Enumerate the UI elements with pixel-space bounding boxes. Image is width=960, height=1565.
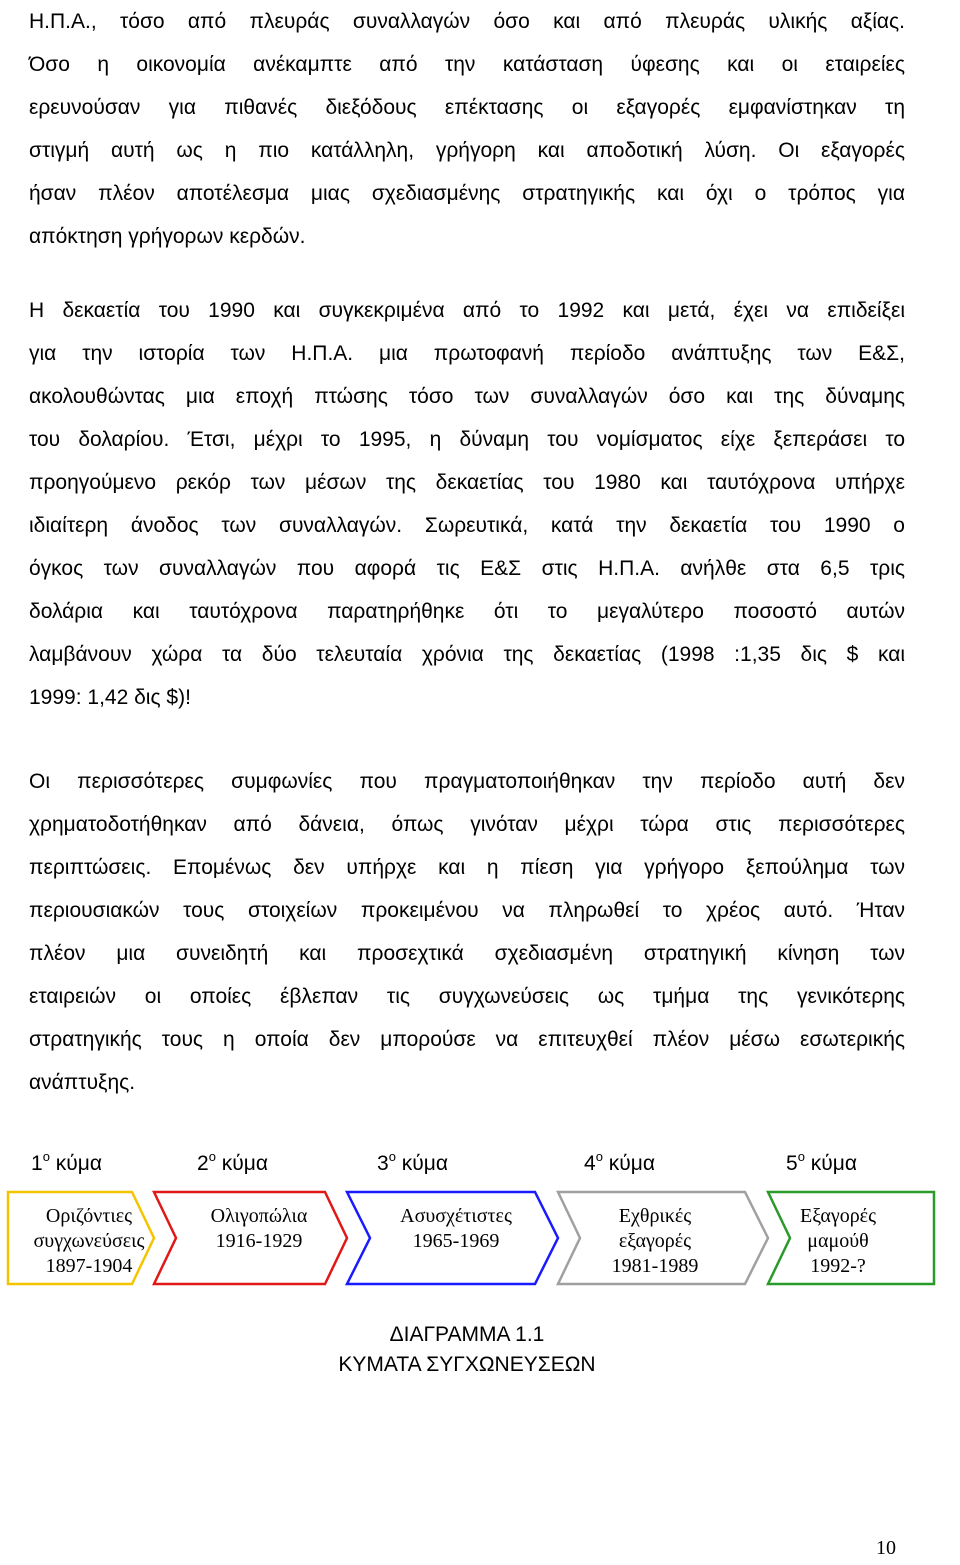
text-line: ανάπτυξης.	[29, 1071, 136, 1094]
wave-1-text: Οριζόντιες συγχωνεύσεις 1897-1904	[33, 1205, 145, 1277]
text-line: ακολουθώντας μια εποχή πτώσης τόσο των συναλλαγών όσο και της δύναμης	[29, 385, 905, 408]
wave-label-3: $3^o$ κύμα	[377, 1149, 448, 1175]
caption-subtitle: ΚΥΜΑΤΑ ΣΥΓΧΩΝΕΥΣΕΩΝ	[338, 1353, 596, 1376]
paragraph-2	[29, 289, 905, 719]
text-line: απόκτηση γρήγορων κερδών.	[29, 225, 306, 248]
wave-2-text: Ολιγοπώλια 1916-1929	[210, 1205, 308, 1252]
text-line: πλέον μια συνειδητή και προσεχτικά σχεδιασμένη στρατηγική κίνηση των	[29, 942, 905, 965]
diagram-caption	[0, 1320, 934, 1380]
wave-3-text: Ασυσχέτιστες 1965-1969	[400, 1205, 512, 1252]
text-line: 1999: 1,42 δις $)!	[29, 686, 191, 709]
wave-5-text: Εξαγορές μαμούθ 1992-?	[799, 1205, 876, 1277]
text-line: ήσαν πλέον αποτέλεσμα μιας σχεδιασμένης στρατηγικής και όχι ο τρόπος για	[29, 182, 905, 205]
text-line: χρηματοδοτήθηκαν από δάνεια, όπως γινόταν μέχρι τώρα στις περισσότερες	[29, 813, 905, 836]
text-line: όγκος των συναλλαγών που αφορά τις Ε&Σ στις Η.Π.Α. ανήλθε στα 6,5 τρις	[29, 557, 905, 580]
text-line: δολάρια και ταυτόχρονα παρατηρήθηκε ότι το μεγαλύτερο ποσοστό αυτών	[29, 600, 905, 623]
wave-label-5: $5^o$ κύμα	[786, 1149, 857, 1175]
wave-label-2: $2^o$ κύμα	[197, 1149, 268, 1175]
wave-labels-row	[0, 1148, 960, 1184]
page-number: 10	[876, 1537, 896, 1559]
wave-4-text: Εχθρικές εξαγορές 1981-1989	[611, 1205, 699, 1277]
text-line: ερευνούσαν για πιθανές διεξόδους επέκτασης οι εξαγορές εμφανίστηκαν τη	[29, 96, 905, 119]
caption-title: ΔΙΑΓΡΑΜΜΑ 1.1	[389, 1323, 545, 1346]
wave-label-4: $4^o$ κύμα	[584, 1149, 655, 1175]
paragraph-3	[29, 760, 905, 1104]
text-line: Οι περισσότερες συμφωνίες που πραγματοποιήθηκαν την περίοδο αυτή δεν	[29, 770, 905, 793]
text-line: Η δεκαετία του 1990 και συγκεκριμένα από το 1992 και μετά, έχει να επιδείξει	[29, 299, 905, 322]
wave-label-1: $1^o$ κύμα	[31, 1149, 102, 1175]
text-line: για την ιστορία των Η.Π.Α. μια πρωτοφανή περίοδο ανάπτυξης των Ε&Σ,	[29, 342, 905, 365]
text-line: στιγμή αυτή ως η πιο κατάλληλη, γρήγορη και αποδοτική λύση. Οι εξαγορές	[29, 139, 905, 162]
text-line: Όσο η οικονομία ανέκαμπτε από την κατάσταση ύφεσης και οι εταιρείες	[29, 53, 905, 76]
text-line: περιουσιακών τους στοιχείων προκειμένου να πληρωθεί το χρέος αυτό. Ήταν	[29, 899, 905, 922]
text-line: του δολαρίου. Έτσι, μέχρι το 1995, η δύναμη του νομίσματος είχε ξεπεράσει το	[29, 428, 905, 451]
text-line: στρατηγικής τους η οποία δεν μπορούσε να επιτευχθεί πλέον μέσω εσωτερικής	[29, 1028, 905, 1051]
text-line: περιπτώσεις. Επομένως δεν υπήρχε και η πίεση για γρήγορο ξεπούλημα των	[29, 856, 905, 879]
paragraph-1	[29, 0, 905, 258]
text-line: Η.Π.Α., τόσο από πλευράς συναλλαγών όσο και από πλευράς υλικής αξίας.	[29, 10, 905, 33]
text-line: λαμβάνουν χώρα τα δύο τελευταία χρόνια της δεκαετίας (1998 :1,35 δις $ και	[29, 643, 905, 666]
merger-waves-diagram	[0, 1184, 960, 1294]
text-line: προηγούμενο ρεκόρ των μέσων της δεκαετίας του 1980 και ταυτόχρονα υπήρχε	[29, 471, 905, 494]
text-line: ιδιαίτερη άνοδος των συναλλαγών. Σωρευτικά, κατά την δεκαετία του 1990 ο	[29, 514, 905, 537]
text-line: εταιρειών οι οποίες έβλεπαν τις συγχωνεύσεις ως τμήμα της γενικότερης	[29, 985, 905, 1008]
